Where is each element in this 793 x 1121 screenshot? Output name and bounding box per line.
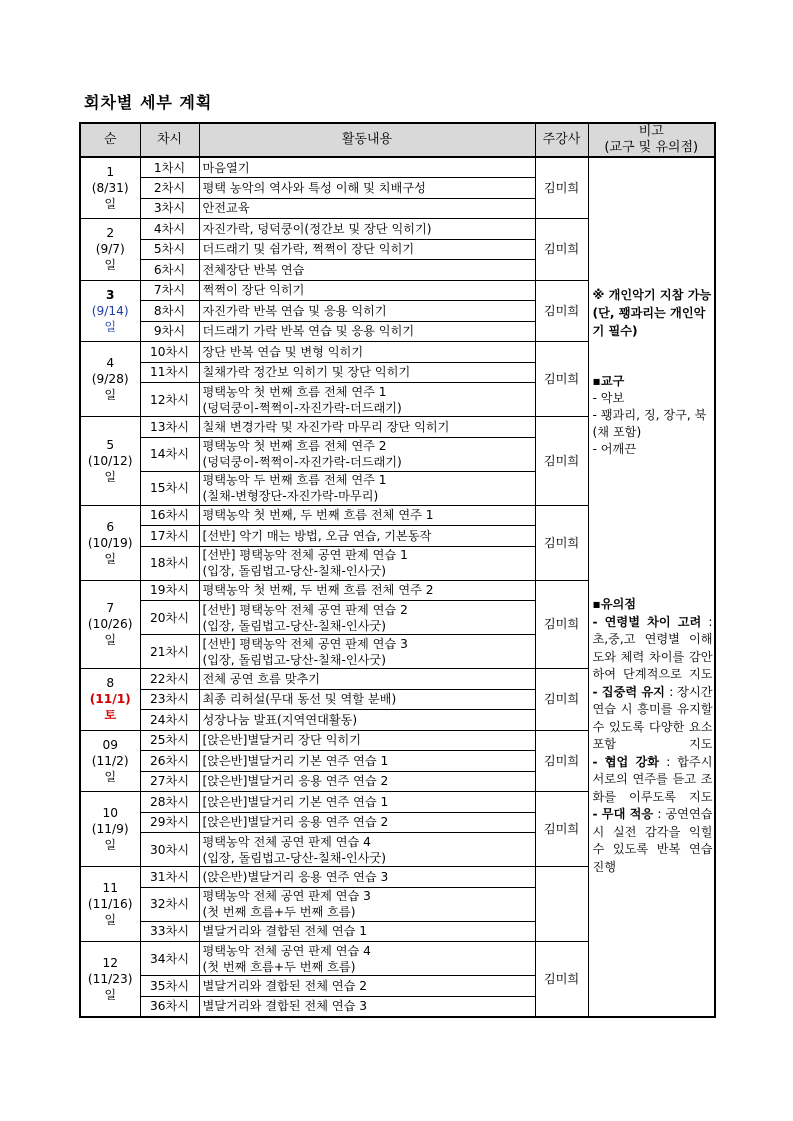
session-count: 19차시 (140, 580, 199, 601)
session-date: (10/19) (87, 535, 133, 550)
activity-line: [선반] 평택농악 전체 공연 판제 연습 3 (202, 636, 408, 651)
session-date: (11/1) (89, 692, 131, 707)
instructor-cell: 김미희 (535, 669, 588, 731)
session-count: 36차시 (140, 996, 199, 1017)
session-number: 11 (102, 881, 118, 895)
activity-line: 평택농악 첫 번째 흐름 전체 연주 2 (202, 439, 387, 453)
session-day: 일 (104, 551, 117, 566)
caution-item (593, 684, 713, 754)
activity-line: (덩덕쿵이-쩍쩍이-자진가락-더드래기) (202, 455, 402, 469)
instructor-cell: 김미희 (535, 219, 588, 281)
activity-cell (199, 260, 535, 281)
activity-cell (199, 178, 535, 199)
tools-heading: ▪교구 (592, 374, 625, 388)
activity-line: 별달거리와 결합된 전체 연습 2 (202, 978, 368, 993)
activity-cell (199, 730, 535, 751)
session-number: 12 (102, 955, 118, 970)
activity-cell (199, 867, 535, 888)
session-count: 29차시 (140, 812, 199, 833)
session-cell (80, 792, 140, 867)
activity-line: 평택농악 전체 공연 판제 연습 4 (202, 834, 371, 849)
activity-cell (199, 710, 535, 731)
instructor-cell: 김미희 (535, 730, 588, 792)
header-notes-line2: (교구 및 유의점) (604, 140, 699, 155)
header-notes (588, 123, 715, 157)
activity-line: [앉은반]별달거리 기본 연주 연습 1 (202, 753, 389, 768)
cautions-block (593, 596, 713, 876)
session-count: 16차시 (140, 505, 199, 526)
header-instructor: 주강사 (535, 123, 588, 157)
session-date: (10/26) (87, 617, 133, 632)
session-count: 8차시 (140, 301, 199, 322)
header-num: 순 (80, 123, 140, 157)
activity-line: (입장, 돌림법고-당산-칠채-인사굿) (202, 564, 387, 578)
session-count: 23차시 (140, 689, 199, 710)
session-count: 13차시 (140, 417, 199, 438)
activity-line: (칠채-변형장단-자진가락-마무리) (202, 489, 379, 503)
activity-cell (199, 546, 535, 580)
session-cell (80, 157, 140, 219)
session-number: 8 (106, 676, 115, 691)
activity-cell (199, 887, 535, 921)
session-count: 32차시 (140, 887, 199, 921)
instructor-cell: 김미희 (535, 792, 588, 867)
activity-cell (199, 280, 535, 301)
session-date: (9/7) (95, 242, 125, 257)
activity-cell (199, 301, 535, 322)
session-number: 2 (106, 226, 115, 241)
activity-cell (199, 635, 535, 669)
instructor-cell: 김미희 (535, 280, 588, 342)
session-count: 4차시 (140, 219, 199, 240)
session-count: 6차시 (140, 260, 199, 281)
activity-cell (199, 689, 535, 710)
session-cell (80, 505, 140, 580)
session-date: (11/23) (87, 971, 133, 986)
session-day: 일 (104, 633, 117, 648)
session-count: 10차시 (140, 342, 199, 363)
activity-line: 칠채 변경가락 및 자진가락 마무리 장단 익히기 (202, 419, 450, 434)
session-count: 11차시 (140, 362, 199, 383)
session-date: (9/14) (91, 303, 129, 318)
session-date: (11/9) (91, 822, 129, 836)
caution-label: - 무대 적응 (592, 807, 658, 821)
activity-line: (덩덕쿵이-쩍쩍이-자진가락-더드래기) (202, 400, 402, 415)
session-count: 26차시 (140, 751, 199, 772)
session-count: 31차시 (140, 867, 199, 888)
activity-line: (입장, 돌림법고-당산-칠채-인사굿) (202, 850, 387, 865)
activity-line: [선반] 평택농악 전체 공연 판제 연습 2 (202, 602, 408, 617)
session-number: 10 (102, 806, 118, 820)
activity-cell (199, 812, 535, 833)
session-count: 1차시 (140, 157, 199, 178)
session-day: 일 (104, 987, 117, 1002)
caution-label: - 협업 강화 (592, 754, 667, 769)
activity-cell (199, 669, 535, 690)
caution-text: : 초,중,고 연령별 이해도와 체력 차이를 감안하여 단계적으로 지도 (592, 614, 713, 681)
activity-cell (199, 198, 535, 219)
activity-cell (199, 437, 535, 471)
activity-line: 평택 농악의 역사와 특성 이해 및 치배구성 (202, 180, 426, 195)
activity-cell (199, 833, 535, 867)
activity-line: 더드래기 가락 반복 연습 및 응용 익히기 (202, 324, 415, 339)
session-cell (80, 580, 140, 669)
session-day: 일 (104, 388, 117, 402)
session-count: 22차시 (140, 669, 199, 690)
activity-cell (199, 157, 535, 178)
caution-label: - 집중력 유지 (592, 684, 670, 699)
header-count: 차시 (140, 123, 199, 157)
session-cell (80, 417, 140, 506)
tools-block (593, 373, 713, 458)
activity-line: (첫 번째 흐름+두 번째 흐름) (202, 905, 356, 919)
session-count: 14차시 (140, 437, 199, 471)
instructor-cell: 김미희 (535, 417, 588, 506)
activity-line: [앉은반]별달거리 장단 익히기 (202, 733, 362, 748)
session-count: 20차시 (140, 601, 199, 635)
session-day: 토 (104, 708, 117, 723)
activity-line: [선반] 평택농악 전체 공연 판제 연습 1 (202, 548, 408, 562)
activity-line: 최종 리허설(무대 동선 및 역할 분배) (202, 692, 397, 707)
session-count: 9차시 (140, 321, 199, 342)
session-day: 일 (104, 469, 117, 484)
session-count: 30차시 (140, 833, 199, 867)
activity-line: (앉은반)별달거리 응용 연주 연습 3 (202, 869, 389, 884)
session-count: 33차시 (140, 921, 199, 942)
session-count: 3차시 (140, 198, 199, 219)
caution-item (593, 614, 713, 684)
session-count: 17차시 (140, 526, 199, 547)
session-cell (80, 280, 140, 342)
activity-line: [앉은반]별달거리 응용 연주 연습 2 (202, 774, 389, 789)
session-day: 일 (104, 838, 117, 852)
cautions-heading: ▪유의점 (592, 597, 637, 611)
activity-line: 장단 반복 연습 및 변형 익히기 (202, 344, 364, 359)
session-count: 25차시 (140, 730, 199, 751)
activity-cell (199, 321, 535, 342)
page-title: 회차별 세부 계획 (84, 93, 213, 112)
instructor-cell: 김미희 (535, 342, 588, 417)
activity-cell (199, 239, 535, 260)
activity-line: 전체 공연 흐름 맞추기 (202, 671, 321, 686)
activity-cell (199, 526, 535, 547)
session-plan-table (79, 122, 716, 1018)
activity-line: 더드래기 및 쉼가락, 쩍쩍이 장단 익히기 (202, 242, 415, 257)
session-cell (80, 219, 140, 281)
caution-text: : 장시간 연습 시 흥미를 유지할 수 있도록 다양한 요소 포함 지도 (592, 684, 713, 751)
session-day: 일 (104, 258, 117, 273)
activity-line: (첫 번째 흐름+두 번째 흐름) (202, 959, 356, 974)
instrument-notice: ※ 개인악기 지참 가능 (단, 꽹과리는 개인악기 필수) (592, 288, 712, 338)
activity-line: 평택농악 두 번째 흐름 전체 연주 1 (202, 473, 387, 487)
activity-cell (199, 976, 535, 997)
header-notes-line1: 비고 (638, 124, 664, 139)
activity-line: 자진가락 반복 연습 및 응용 익히기 (202, 303, 387, 318)
activity-cell (199, 601, 535, 635)
session-number: 09 (102, 737, 118, 752)
caution-item (593, 754, 713, 807)
session-date: (9/28) (91, 372, 129, 386)
session-date: (10/12) (87, 453, 133, 468)
session-count: 28차시 (140, 792, 199, 813)
activity-cell (199, 942, 535, 976)
activity-line: 평택농악 전체 공연 판제 연습 4 (202, 943, 371, 958)
session-cell (80, 669, 140, 731)
session-count: 5차시 (140, 239, 199, 260)
session-cell (80, 942, 140, 1017)
activity-line: 평택농악 전체 공연 판제 연습 3 (202, 889, 371, 903)
activity-line: 별달거리와 결합된 전체 연습 3 (202, 999, 368, 1013)
session-cell (80, 867, 140, 942)
session-count: 12차시 (140, 383, 199, 417)
session-day: 일 (104, 197, 117, 211)
activity-line: 전체장단 반복 연습 (202, 262, 305, 277)
session-cell (80, 730, 140, 792)
instructor-cell (535, 867, 588, 942)
instructor-cell: 김미희 (535, 157, 588, 219)
session-number: 1 (106, 165, 115, 179)
tools-item: - 꽹과리, 징, 장구, 북(채 포함) (592, 408, 707, 439)
activity-line: [선반] 악기 매는 방법, 오금 연습, 기본동작 (202, 528, 432, 543)
activity-cell (199, 471, 535, 505)
instructor-cell: 김미희 (535, 580, 588, 669)
activity-cell (199, 383, 535, 417)
activity-line: [앉은반]별달거리 기본 연주 연습 1 (202, 794, 389, 809)
activity-cell (199, 580, 535, 601)
activity-line: 쩍쩍이 장단 익히기 (202, 283, 305, 298)
activity-cell (199, 505, 535, 526)
session-number: 6 (106, 519, 115, 534)
session-count: 35차시 (140, 976, 199, 997)
caution-item (593, 806, 713, 876)
session-day: 일 (104, 913, 117, 927)
session-date: (11/2) (91, 753, 129, 768)
tools-item: - 어깨끈 (592, 442, 637, 456)
activity-line: 별달거리와 결합된 전체 연습 1 (202, 924, 368, 939)
session-count: 15차시 (140, 471, 199, 505)
session-count: 24차시 (140, 710, 199, 731)
session-count: 34차시 (140, 942, 199, 976)
session-count: 7차시 (140, 280, 199, 301)
activity-cell (199, 219, 535, 240)
activity-cell (199, 417, 535, 438)
activity-line: [앉은반]별달거리 응용 연주 연습 2 (202, 815, 389, 830)
header-activity: 활동내용 (199, 123, 535, 157)
activity-line: 평택농악 첫 번째 흐름 전체 연주 1 (202, 384, 387, 399)
table-row (80, 157, 715, 178)
activity-line: (입장, 돌림법고-당산-칠채-인사굿) (202, 618, 387, 633)
activity-cell (199, 751, 535, 772)
activity-line: 마음열기 (202, 160, 250, 175)
notes-cell (588, 157, 715, 1017)
plan-body (80, 157, 715, 1017)
session-date: (8/31) (91, 181, 129, 195)
activity-line: 성장나눔 발표(지역연대활동) (202, 712, 358, 727)
session-day: 일 (104, 769, 117, 784)
session-number: 5 (106, 437, 115, 452)
activity-line: (입장, 돌림법고-당산-칠채-인사굿) (202, 652, 387, 667)
activity-line: 자진가락, 덩덕쿵이(정간보 및 장단 익히기) (202, 221, 432, 236)
session-number: 4 (106, 356, 115, 370)
session-number: 7 (106, 601, 115, 616)
activity-cell (199, 921, 535, 942)
activity-cell (199, 342, 535, 363)
activity-line: 평택농악 첫 번째, 두 번째 흐름 전체 연주 1 (202, 508, 434, 523)
caution-text: : 합주시 서로의 연주를 듣고 조화를 이루도록 지도 (592, 754, 713, 804)
session-count: 18차시 (140, 546, 199, 580)
activity-cell (199, 996, 535, 1017)
tools-item: - 악보 (592, 391, 625, 405)
session-count: 27차시 (140, 771, 199, 792)
header-row (80, 123, 715, 157)
activity-line: 안전교육 (202, 201, 250, 216)
session-day: 일 (104, 319, 117, 334)
caution-label: - 연령별 차이 고려 (592, 614, 709, 629)
activity-cell (199, 792, 535, 813)
session-number: 3 (106, 287, 115, 302)
session-count: 2차시 (140, 178, 199, 199)
activity-line: 칠채가락 정간보 익히기 및 장단 익히기 (202, 365, 411, 380)
session-date: (11/16) (87, 897, 133, 911)
session-cell (80, 342, 140, 417)
session-count: 21차시 (140, 635, 199, 669)
activity-cell (199, 362, 535, 383)
instructor-cell: 김미희 (535, 505, 588, 580)
activity-cell (199, 771, 535, 792)
activity-line: 평택농악 첫 번째, 두 번째 흐름 전체 연주 2 (202, 583, 434, 598)
caution-text: : 공연연습 시 실전 감각을 익힐 수 있도록 반복 연습 진행 (592, 807, 713, 874)
instructor-cell: 김미희 (535, 942, 588, 1017)
